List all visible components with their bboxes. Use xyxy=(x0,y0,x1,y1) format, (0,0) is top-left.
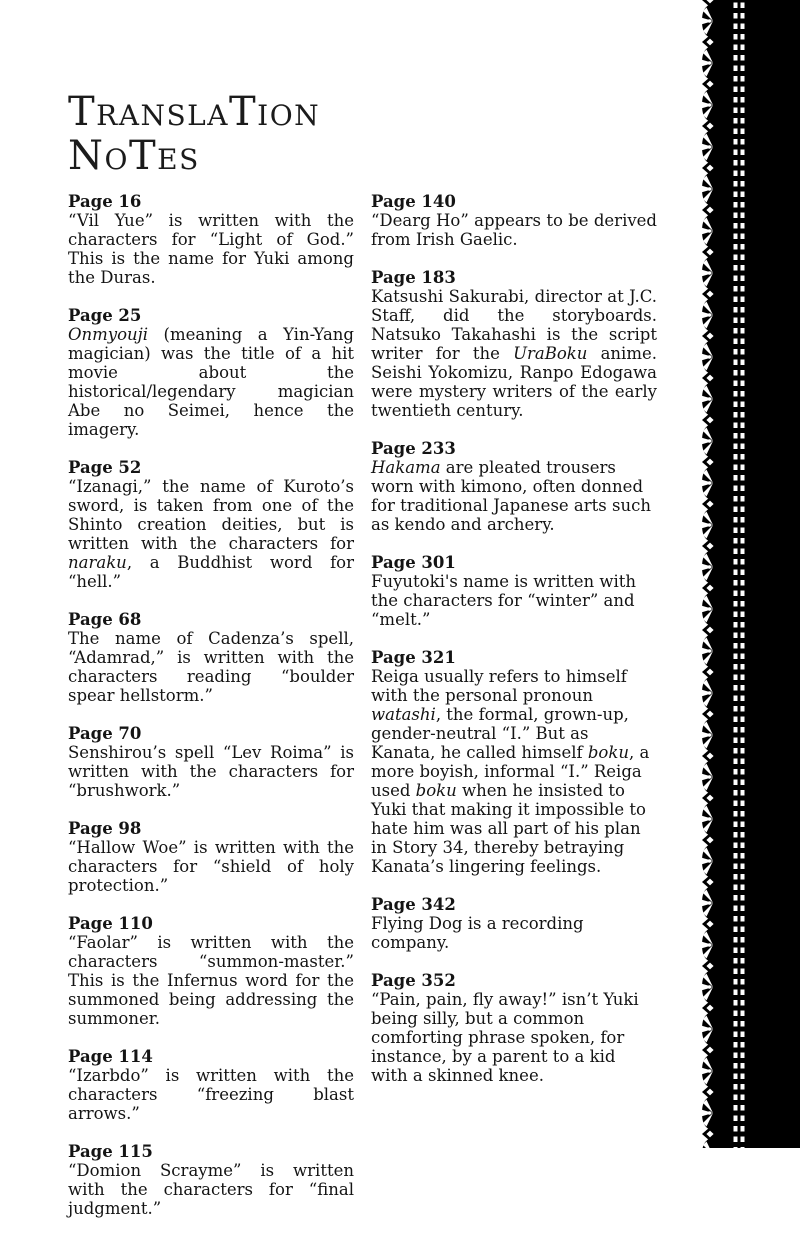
notes-column-left xyxy=(68,192,354,1237)
note-page-label: Page 114 xyxy=(68,1047,153,1066)
note-page-label: Page 110 xyxy=(68,914,153,933)
translation-note xyxy=(371,553,657,629)
page-title xyxy=(68,90,658,178)
note-page-label: Page 68 xyxy=(68,610,142,629)
italic-term: naraku xyxy=(68,553,127,572)
translation-note xyxy=(68,610,354,705)
note-page-label: Page 52 xyxy=(68,458,142,477)
note-text: “Pain, pain, fly away!” isn’t Yuki being silly, but a common comforting phrase spoken, for instance, by a parent to a kid with a skinned knee. xyxy=(371,990,639,1085)
translation-note xyxy=(371,895,657,952)
translation-note xyxy=(371,648,657,876)
italic-term: Onmyouji xyxy=(68,325,149,344)
note-text: “Izanagi,” the name of Kuroto’s sword, is taken from one of the Shinto creation deities, but is written with the characters for naraku, a Buddhist word for “hell.” xyxy=(68,477,354,591)
translation-note xyxy=(68,192,354,287)
note-text: Katsushi Sakurabi, director at J.C. Staff, did the storyboards. Natsuko Takahashi is the script writer for the UraBoku anime. Seishi Yokomizu, Ranpo Edogawa were mystery writers of the early twentieth century. xyxy=(371,287,657,420)
note-page-label: Page 342 xyxy=(371,895,456,914)
note-text: Flying Dog is a recording company. xyxy=(371,914,584,952)
note-text: “Izarbdo” is written with the characters “freezing blast arrows.” xyxy=(68,1066,354,1123)
note-text: “Domion Scrayme” is written with the characters for “final judgment.” xyxy=(68,1161,354,1218)
translation-note xyxy=(68,1047,354,1123)
note-text: The name of Cadenza’s spell, “Adamrad,” is written with the characters reading “boulder spear hellstorm.” xyxy=(68,629,354,705)
translation-note xyxy=(68,914,354,1028)
note-text: “Faolar” is written with the characters “summon-master.” This is the Infernus word for the summoned being addressing the summoner. xyxy=(68,933,354,1028)
italic-term: UraBoku xyxy=(513,344,588,363)
note-text: Reiga usually refers to himself with the personal pronoun watashi, the formal, grown-up, gender-neutral “I.” But as Kanata, he called himself boku, a more boyish, informal “I.” Reiga used boku when he insisted to Yuki that making it impossible to hate him was all part of his plan in Story 34, thereby betraying Kanata’s lingering feelings. xyxy=(371,667,650,876)
translation-note xyxy=(68,819,354,895)
notes-columns xyxy=(68,192,658,1237)
page-title-line1: TranslaTion xyxy=(68,89,321,135)
notes-column-right xyxy=(371,192,657,1237)
note-text: Senshirou’s spell “Lev Roima” is written with the characters for “brushwork.” xyxy=(68,743,354,800)
italic-term: boku xyxy=(587,743,629,762)
italic-term: watashi xyxy=(371,705,436,724)
note-text: “Dearg Ho” appears to be derived from Irish Gaelic. xyxy=(371,211,657,249)
note-page-label: Page 98 xyxy=(68,819,142,838)
note-text: Onmyouji (meaning a Yin-Yang magician) was the title of a hit movie about the historical/legendary magician Abe no Seimei, hence the imagery. xyxy=(68,325,354,439)
note-text: “Hallow Woe” is written with the characters for “shield of holy protection.” xyxy=(68,838,354,895)
translation-note xyxy=(68,724,354,800)
translation-note xyxy=(371,439,657,534)
note-page-label: Page 140 xyxy=(371,192,456,211)
translation-note xyxy=(68,458,354,591)
translation-note xyxy=(371,192,657,249)
lace-border-decoration xyxy=(700,0,800,1148)
note-text: Hakama are pleated trousers worn with kimono, often donned for traditional Japanese arts such as kendo and archery. xyxy=(371,458,651,534)
translation-note xyxy=(68,306,354,439)
note-page-label: Page 16 xyxy=(68,192,142,211)
italic-term: boku xyxy=(415,781,457,800)
note-page-label: Page 352 xyxy=(371,971,456,990)
translation-note xyxy=(371,971,657,1085)
italic-term: Hakama xyxy=(371,458,441,477)
note-page-label: Page 233 xyxy=(371,439,456,458)
note-page-label: Page 115 xyxy=(68,1142,153,1161)
note-page-label: Page 25 xyxy=(68,306,142,325)
translation-note xyxy=(371,268,657,420)
note-page-label: Page 183 xyxy=(371,268,456,287)
note-page-label: Page 70 xyxy=(68,724,142,743)
note-text: Fuyutoki's name is written with the characters for “winter” and “melt.” xyxy=(371,572,637,629)
note-page-label: Page 321 xyxy=(371,648,456,667)
note-page-label: Page 301 xyxy=(371,553,456,572)
page-content xyxy=(68,90,658,1237)
page-title-line2: NoTes xyxy=(68,133,200,179)
translation-note xyxy=(68,1142,354,1218)
note-text: “Vil Yue” is written with the characters for “Light of God.” This is the name for Yuki among the Duras. xyxy=(68,211,354,287)
